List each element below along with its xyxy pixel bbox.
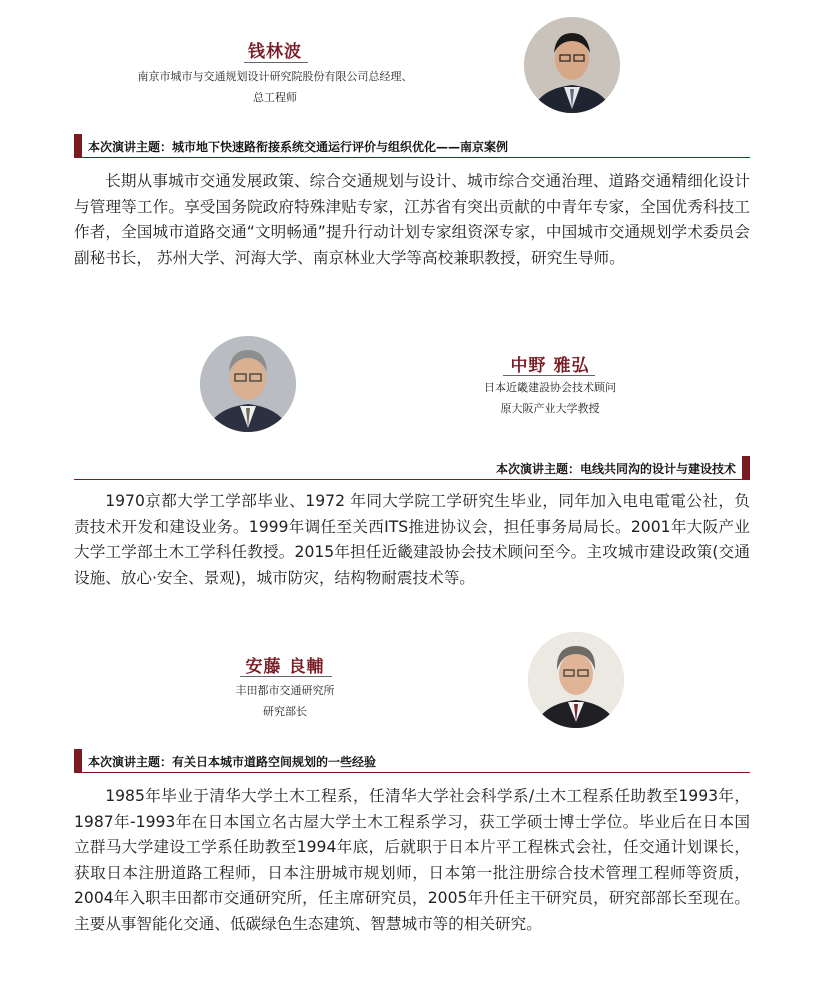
speaker-1-title: [100, 66, 450, 108]
speaker-3-name: 安藤 良輔: [245, 657, 325, 677]
speaker-3-name-rule: [240, 676, 332, 677]
speaker-1-photo: [524, 17, 620, 113]
speaker-2-title: [430, 377, 670, 419]
speaker-1-topic-underline: [74, 157, 750, 158]
speaker-3-title-line1: 丰田都市交通研究所: [235, 684, 335, 697]
speaker-2-topic-marker: [742, 456, 750, 480]
speaker-3-topic-underline: [74, 772, 750, 773]
speaker-3-topic: 本次演讲主题：有关日本城市道路空间规划的一些经验: [88, 755, 377, 769]
speaker-3-topic-bar: [74, 749, 750, 773]
speaker-2-topic: 本次演讲主题：电线共同沟的设计与建设技术: [495, 462, 736, 476]
speaker-3-title-line2: 研究部长: [263, 705, 307, 718]
speaker-1-title-line2: 总工程师: [253, 91, 297, 104]
speaker-1-bio: 长期从事城市交通发展政策、综合交通规划与设计、城市综合交通治理、道路交通精细化设计与管理等工作。享受国务院政府特殊津贴专家，江苏省有突出贡献的中青年专家，全国优秀科技工作者，全国城市道路交通“文明畅通”提升行动计划专家组资深专家，中国城市交通规划学术委员会副秘书长， 苏州大学、河海大学、南京林业大学等高校兼职教授，研究生导师。: [74, 172, 750, 267]
speaker-2-name: 中野 雅弘: [510, 356, 590, 376]
speaker-2-bio: 1970京都大学工学部毕业、1972 年同大学院工学研究生毕业，同年加入电电電電公社，负责技术开发和建设业务。1999年调任至关西ITS推进协议会，担任事务局局长。2001年大阪产业大学工学部土木工学科任教授。2015年担任近畿建設协会技术顾问至今。主攻城市建设政策(交通设施、放心·安全、景观)，城市防灾，结构物耐震技术等。: [74, 492, 750, 587]
speaker-1-title-line1: 南京市城市与交通规划设计研究院股份有限公司总经理、: [137, 70, 413, 83]
speaker-1-topic: 本次演讲主题：城市地下快速路衔接系统交通运行评价与组织优化——南京案例: [88, 140, 509, 154]
speaker-1-name-rule: [244, 62, 308, 63]
speaker-3-bio: 1985年毕业于清华大学土木工程系，任清华大学社会科学系/土木工程系任助教至1993年，1987年-1993年在日本国立名古屋大学土木工程系学习，获工学硕士博士学位。毕业后在日本国立群马大学建设工学系任助教至1994年底，后就职于日本片平工程株式会社，任交通计划课长，获取日本注册道路工程师，日本注册城市规划师，日本第一批注册综合技术管理工程师等资质，2004年入职丰田都市交通研究所，任主席研究员，2005年升任主干研究员，研究部部长至现在。主要从事智能化交通、低碳绿色生态建筑、智慧城市等的相关研究。: [74, 787, 750, 933]
speaker-1-topic-marker: [74, 134, 82, 158]
speaker-2-photo: [200, 336, 296, 432]
speaker-2-name-rule: [503, 375, 595, 376]
speaker-1-name: 钱林波: [248, 42, 302, 62]
speaker-2-title-line2: 原大阪产业大学教授: [500, 402, 600, 415]
speaker-1-topic-bar: [74, 134, 750, 158]
speaker-2-topic-bar: [74, 456, 750, 480]
speaker-2-title-line1: 日本近畿建設协会技术顾问: [484, 381, 616, 394]
speaker-3-topic-marker: [74, 749, 82, 773]
speaker-3-photo: [528, 632, 624, 728]
speaker-2-topic-underline: [74, 479, 750, 480]
speaker-3-title: [180, 680, 390, 722]
